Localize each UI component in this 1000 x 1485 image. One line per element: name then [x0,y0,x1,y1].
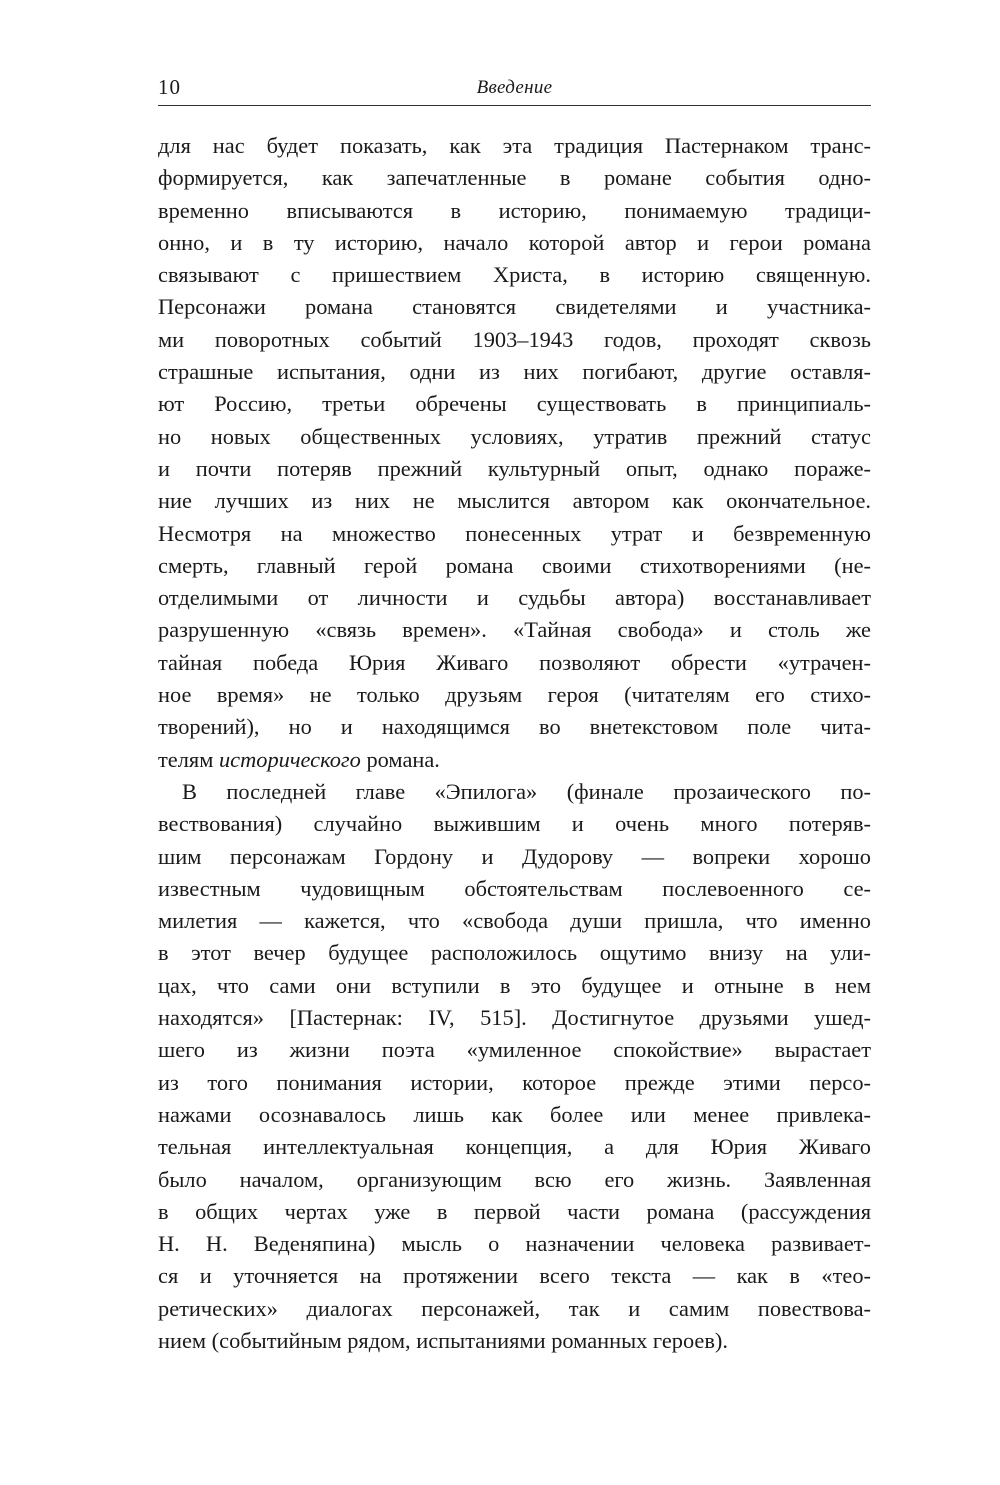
paragraph-2 [158,776,871,1357]
text-line: ние лучших из них не мыслится автором как окончательное. [158,488,871,514]
text-line: ми поворотных событий 1903–1943 годов, проходят сквозь [158,326,871,352]
paragraph-1 [158,130,871,776]
text-line: ретических» диалогах персонажей, так и самим повествова- [158,1295,871,1321]
text-line: в общих чертах уже в первой части романа (рассуждения [158,1198,871,1224]
text-line: нажами осознавалось лишь как более или менее привлека- [158,1101,871,1127]
text-line: шим персонажам Гордону и Дудорову — вопреки хорошо [158,843,871,869]
text-line: разрушенную «связь времен». «Тайная свобода» и столь же [158,617,871,643]
text-line: страшные испытания, одни из них погибают, другие оставля- [158,359,871,385]
text-line: находятся» [Пастернак: IV, 515]. Достигнутое друзьями ушед- [158,1005,871,1031]
text-line: Н. Н. Веденяпина) мысль о назначении человека развивает- [158,1231,871,1257]
text-line: творений), но и находящимся во внетекстовом поле чита- [158,714,871,740]
text-line: и почти потеряв прежний культурный опыт, однако пораже- [158,455,871,481]
text-line: милетия — кажется, что «свобода души пришла, что именно [158,908,871,934]
body-text [158,130,871,1357]
page-number: 10 [158,75,181,99]
text-line: формируется, как запечатленные в романе события одно- [158,165,871,191]
text-line: известным чудовищным обстоятельствам послевоенного се- [158,875,871,901]
text-line: нием (событийным рядом, испытаниями романных героев). [158,1327,728,1353]
text-line: Персонажи романа становятся свидетелями и участника- [158,294,871,320]
text-line: отделимыми от личности и судьбы автора) восстанавливает [158,585,871,611]
text-line: из того понимания истории, которое прежде этими персо- [158,1069,871,1095]
text-line: но новых общественных условиях, утратив прежний статус [158,423,871,449]
text-line: шего из жизни поэта «умиленное спокойствие» вырастает [158,1037,871,1063]
text-line: тельная интеллектуальная концепция, а для Юрия Живаго [158,1134,871,1160]
text-line: связывают с пришествием Христа, в историю священную. [158,262,871,288]
text-line: смерть, главный герой романа своими стихотворениями (не- [158,552,871,578]
running-title: Введение [476,77,553,98]
text-line: для нас будет показать, как эта традиция Пастернаком транс- [158,133,871,158]
text-line: цах, что сами они вступили в это будущее и отныне в нем [158,972,871,998]
text-line-final [158,744,871,776]
text-line: ное время» не только друзьям героя (читателям его стихо- [158,682,871,708]
text-fragment: телям [158,746,219,772]
running-header [158,72,871,106]
emphasis-text: исторического [218,746,361,772]
text-line: ся и уточняется на протяжении всего текста — как в «тео- [158,1263,871,1289]
text-line: онно, и в ту историю, начало которой автор и герои романа [158,229,871,255]
text-line: В последней главе «Эпилога» (финале прозаического по- [182,778,871,804]
text-line: временно вписываются в историю, понимаемую традици- [158,197,871,223]
text-line: вествования) случайно выжившим и очень много потеряв- [158,811,871,837]
text-line: в этот вечер будущее расположилось ощутимо внизу на ули- [158,940,871,966]
text-line: Несмотря на множество понесенных утрат и безвременную [158,520,871,546]
text-line: тайная победа Юрия Живаго позволяют обрести «утрачен- [158,649,871,675]
text-fragment: романа. [360,746,440,772]
text-line: ют Россию, третьи обречены существовать в принципиаль- [158,391,871,417]
text-line: было началом, организующим всю его жизнь. Заявленная [158,1166,871,1192]
